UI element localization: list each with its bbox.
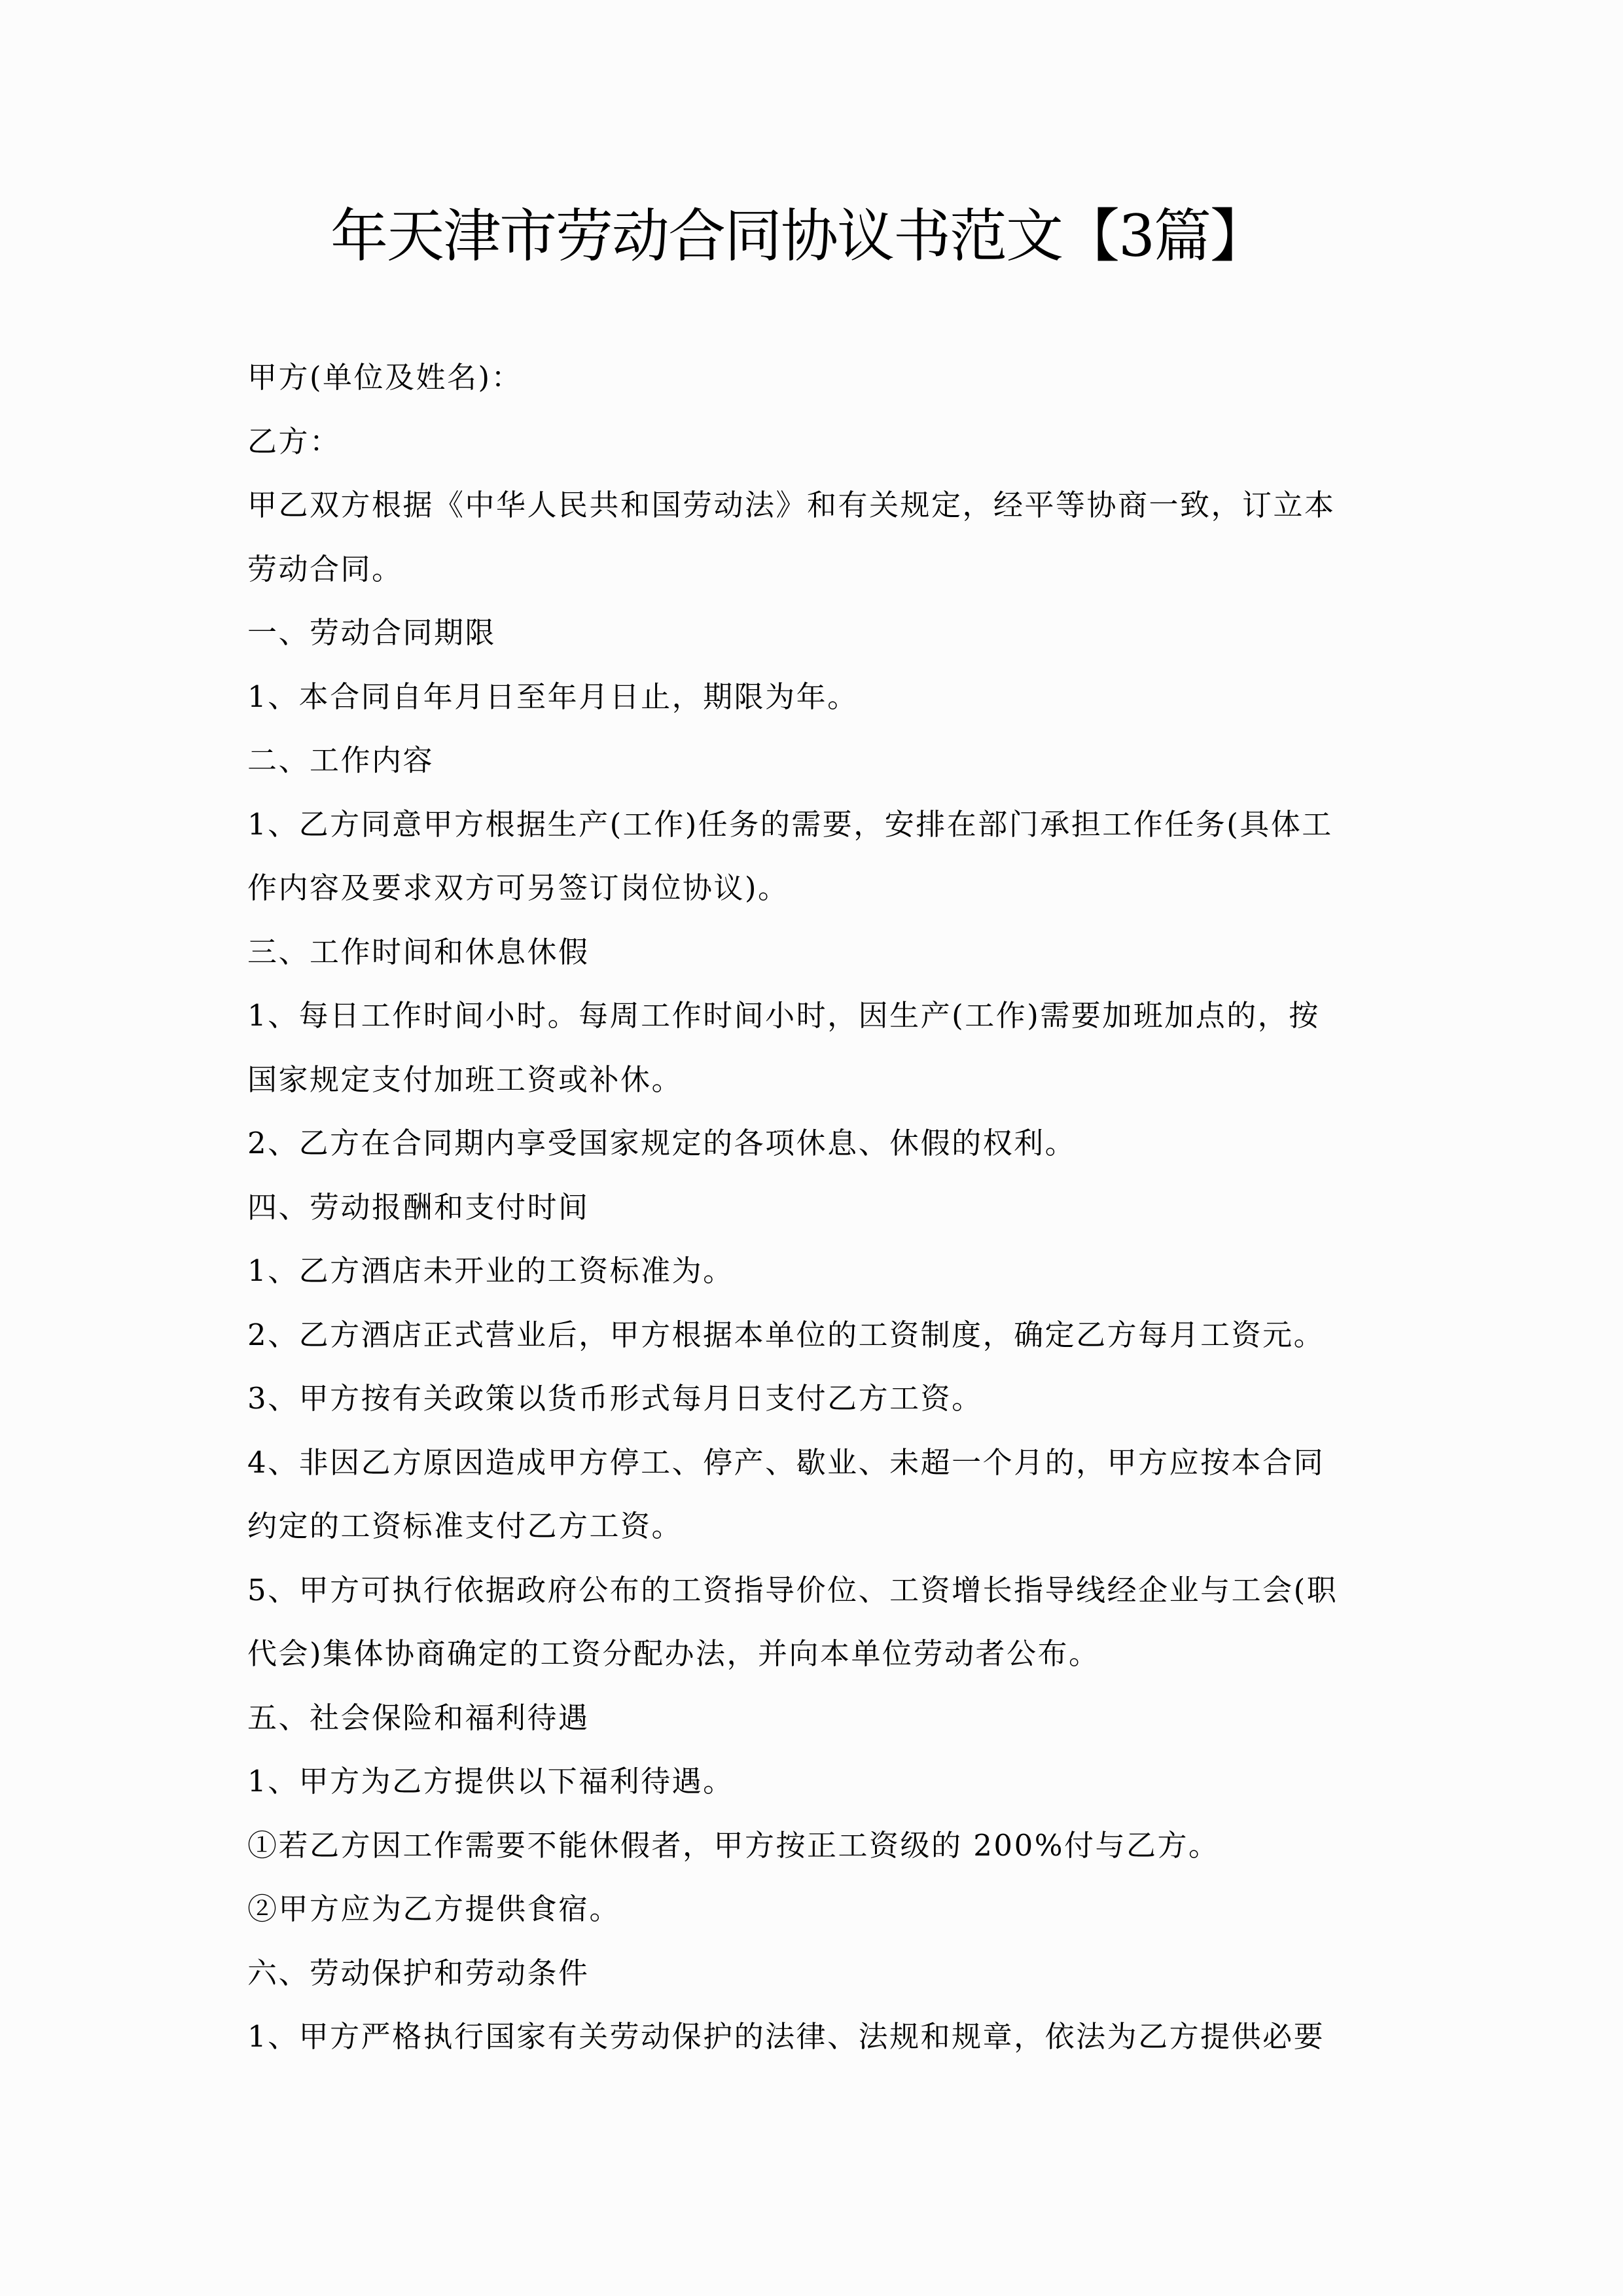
clause-line: 4、非因乙方原因造成甲方停工、停产、歇业、未超一个月的，甲方应按本合同: [247, 1444, 1325, 1480]
clause-line: 3、甲方按有关政策以货币形式每月日支付乙方工资。: [247, 1381, 983, 1416]
clause-line: 代会)集体协商确定的工资分配办法，并向本单位劳动者公布。: [247, 1636, 1100, 1671]
section-heading: 三、工作时间和休息休假: [247, 934, 590, 969]
sub-clause-line: ①若乙方因工作需要不能休假者，甲方按正工资级的 200%付与乙方。: [247, 1827, 1220, 1863]
section-heading: 六、劳动保护和劳动条件: [247, 1955, 590, 1990]
clause-line: 约定的工资标准支付乙方工资。: [247, 1509, 683, 1543]
preamble-line: 劳动合同。: [247, 551, 403, 586]
clause-line: 1、每日工作时间小时。每周工作时间小时，因生产(工作)需要加班加点的，按: [247, 998, 1320, 1033]
clause-line: 1、本合同自年月日至年月日止，期限为年。: [247, 679, 859, 714]
party-b-line: 乙方：: [247, 423, 341, 459]
clause-line: 2、乙方酒店正式营业后，甲方根据本单位的工资制度，确定乙方每月工资元。: [247, 1317, 1325, 1352]
section-heading: 四、劳动报酬和支付时间: [247, 1189, 590, 1225]
clause-line: 1、甲方严格执行国家有关劳动保护的法律、法规和规章，依法为乙方提供必要: [247, 2019, 1325, 2054]
clause-line: 1、甲方为乙方提供以下福利待遇。: [247, 1764, 734, 1799]
clause-line: 1、乙方酒店未开业的工资标准为。: [247, 1253, 734, 1288]
clause-line: 作内容及要求双方可另签订岗位协议)。: [247, 870, 789, 905]
document-title: 年天津市劳动合同协议书范文【3篇】: [330, 202, 1266, 270]
clause-line: 2、乙方在合同期内享受国家规定的各项休息、休假的权利。: [247, 1126, 1077, 1160]
preamble-line: 甲乙双方根据《中华人民共和国劳动法》和有关规定，经平等协商一致，订立本: [247, 488, 1336, 522]
clause-line: 5、甲方可执行依据政府公布的工资指导价位、工资增长指导线经企业与工会(职: [247, 1572, 1338, 1607]
sub-clause-line: ②甲方应为乙方提供食宿。: [247, 1892, 621, 1926]
clause-line: 1、乙方同意甲方根据生产(工作)任务的需要，安排在部门承担工作任务(具体工: [247, 806, 1333, 842]
section-heading: 二、工作内容: [247, 743, 435, 778]
party-a-line: 甲方(单位及姓名)：: [247, 360, 523, 395]
clause-line: 国家规定支付加班工资或补休。: [247, 1062, 683, 1097]
document-body: [247, 355, 1386, 2078]
section-heading: 五、社会保险和福利待遇: [247, 1700, 590, 1735]
section-heading: 一、劳动合同期限: [247, 615, 497, 650]
